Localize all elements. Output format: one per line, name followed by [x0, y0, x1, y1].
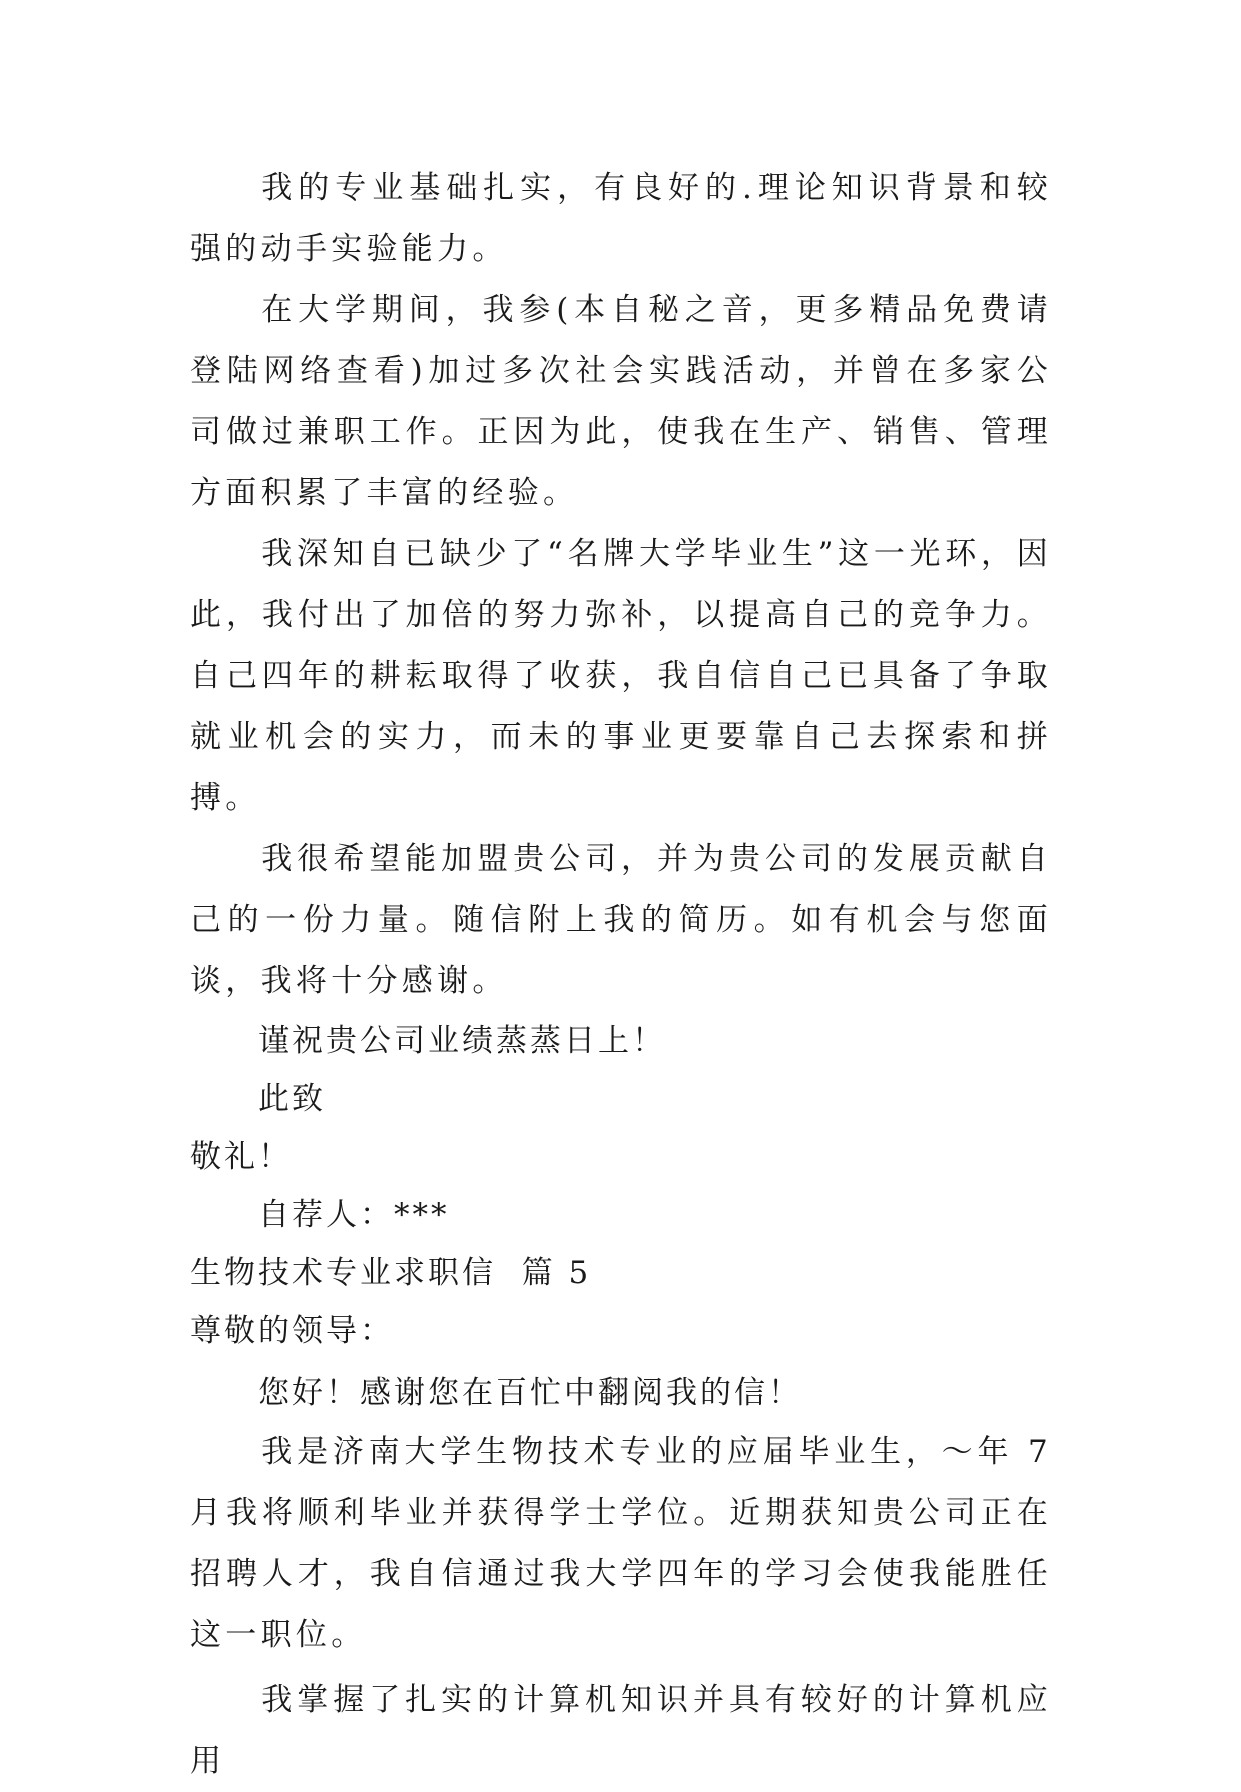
signature: 自荐人：***: [258, 1197, 450, 1233]
closing-wish: 谨祝贵公司业绩蒸蒸日上！: [258, 1023, 666, 1059]
document-body: [190, 158, 1052, 1792]
paragraph-professional-foundation: 我的专业基础扎实，有良好的.理论知识背景和较强的动手实验能力。: [190, 170, 1052, 267]
paragraph-introduction: 我是济南大学生物技术专业的应届毕业生，～年 7 月我将顺利毕业并获得学士学位。近期获知贵公司正在招聘人才，我自信通过我大学四年的学习会使我能胜任这一职位。: [190, 1434, 1052, 1653]
paragraph-computer-skills: 我掌握了扎实的计算机知识并具有较好的计算机应用: [190, 1682, 1052, 1779]
closing-ci-zhi: 此致: [258, 1081, 326, 1117]
paragraph-social-practice: 在大学期间，我参(本自秘之音，更多精品免费请登陆网络查看)加过多次社会实践活动，并曾在多家公司做过兼职工作。正因为此，使我在生产、销售、管理方面积累了丰富的经验。: [190, 292, 1052, 511]
section-heading: 生物技术专业求职信 篇 5: [190, 1255, 592, 1291]
paragraph-join-wish: 我很希望能加盟贵公司，并为贵公司的发展贡献自己的一份力量。随信附上我的简历。如有机会与您面谈，我将十分感谢。: [190, 841, 1052, 999]
salutation: 尊敬的领导：: [190, 1313, 394, 1349]
paragraph-self-improvement: 我深知自已缺少了“名牌大学毕业生”这一光环，因此，我付出了加倍的努力弥补，以提高自己的竞争力。自己四年的耕耘取得了收获，我自信自己已具备了争取就业机会的实力，而未的事业更要靠自己去探索和拼搏。: [190, 536, 1052, 816]
closing-jing-li: 敬礼！: [190, 1139, 292, 1175]
greeting: 您好！感谢您在百忙中翻阅我的信！: [258, 1375, 802, 1411]
